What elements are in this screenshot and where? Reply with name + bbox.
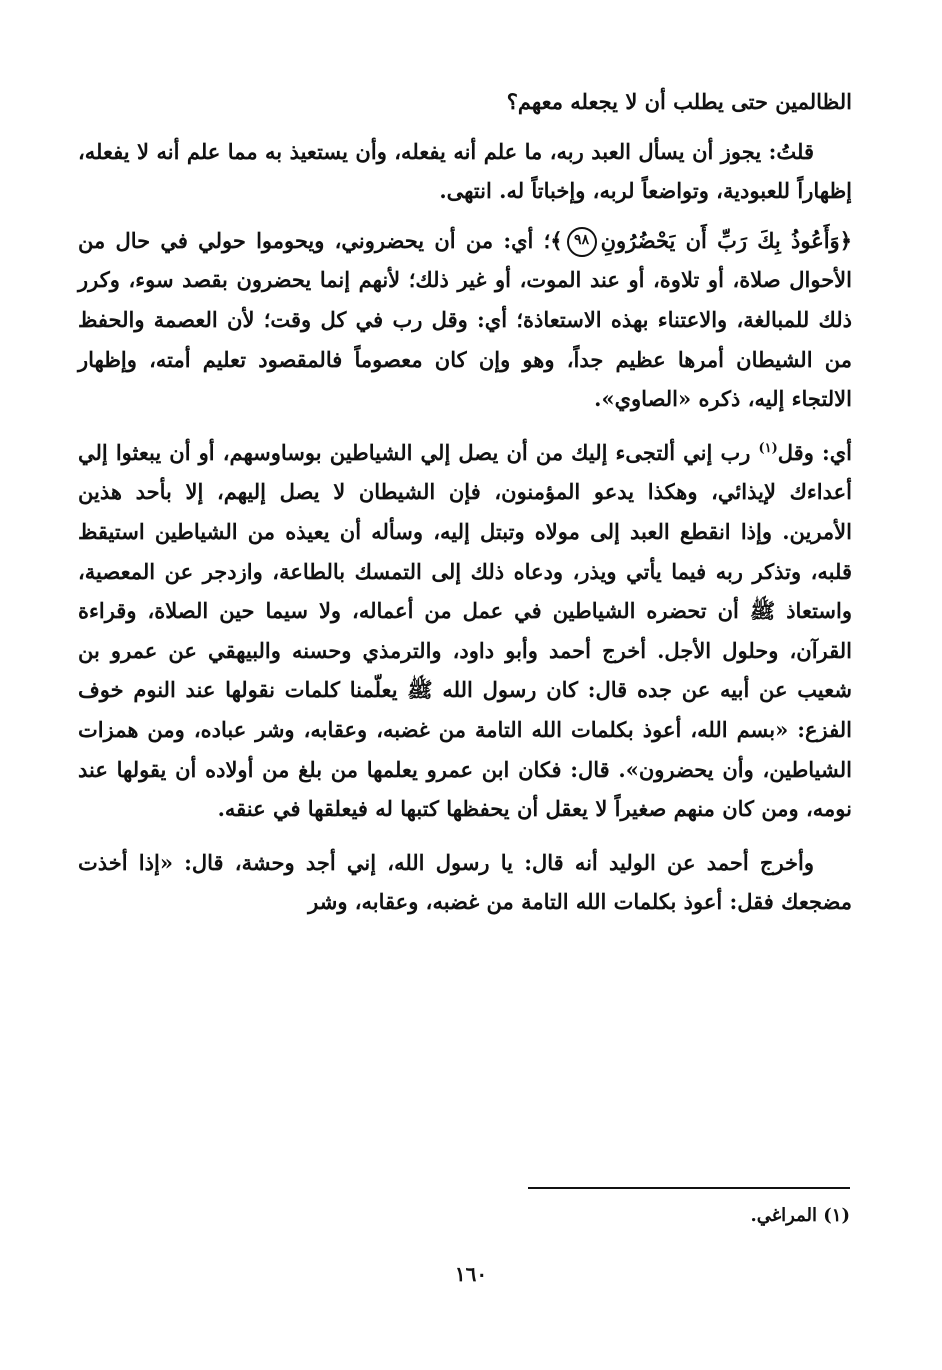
paragraph-4-start: أي: وقل xyxy=(777,439,852,465)
paragraph-2-lead: قلتُ: xyxy=(768,138,814,164)
page-number: ١٦٠ xyxy=(454,1262,488,1286)
paragraph-2 xyxy=(78,132,852,211)
paragraph-1: الظالمين حتى يطلب أن لا يجعله معهم؟ xyxy=(506,89,852,114)
paragraph-2-text: يجوز أن يسأل العبد ربه، ما علم أنه يفعله، وأن يستعيذ به مما علم أنه لا يفعله، إظهاراً للعبودية، وتواضعاً لربه، وإخباتاً له. انتهى. xyxy=(78,138,852,204)
quran-verse-close: ﴾ xyxy=(550,227,563,253)
paragraph-5: وأخرج أحمد عن الوليد أنه قال: يا رسول الله، إني أجد وحشة، قال: «إذا أخذت مضجعك فقل: أعوذ بكلمات الله التامة من غضبه، وعقابه، وشر xyxy=(78,849,852,915)
ayah-number-badge: ٩٨ xyxy=(567,227,597,257)
footnote-reference: (١) xyxy=(758,440,778,456)
footnote-text: (١) المراغي. xyxy=(750,1205,850,1226)
quran-verse: ﴿وَأَعُوذُ بِكَ رَبِّ أَن يَحْضُرُونِ xyxy=(600,227,853,253)
paragraph-3-text: ؛ أي: من أن يحضروني، ويحوموا حولي في حال من الأحوال صلاة، أو تلاوة، أو عند الموت، أو غير ذلك؛ لأنهم إنما يحضرون بقصد سوء، وكرر ذلك للمبالغة، والاعتناء بهذه الاستعاذة؛ أي: وقل رب في كل وقت؛ لأن العصمة والحفظ من الشيطان أمرها عظيم جداً، وهو وإن كان معصوماً فالمقصود تعليم أمته، وإظهار الالتجاء إليه، ذكره «الصاوي». xyxy=(78,227,852,412)
paragraph-4-text: رب إني ألتجىء إليك من أن يصل إلي الشياطين بوساوسهم، أو أن يبعثوا إلي أعداءك لإيذائي، وهكذا يدعو المؤمنون، فإن الشيطان لا يصل إليهم، إلا بأحد هذين الأمرين. وإذا انقطع العبد إلى مولاه وتبتل إليه، وسأله أن يعيذه من الشياطين استيقظ قلبه، وتذكر ربه فيما يأتي ويذر، ودعاه ذلك إلى التمسك بالطاعة، وازدجر عن المعصية، واستعاذ ﷺ أن تحضره الشياطين في عمل من أعماله، ولا سيما حين الصلاة، وقراءة القرآن، وحلول الأجل. أخرج أحمد وأبو داود، والترمذي وحسنه والبيهقي عن عمرو بن شعيب عن أبيه عن جده قال: كان رسول الله ﷺ يعلّمنا كلمات نقولها عند النوم خوف الفزع: «بسم الله، أعوذ بكلمات الله التامة من غضبه، وعقابه، وشر عباده، ومن همزات الشياطين، وأن يحضرون». قال: فكان ابن عمرو يعلمها من بلغ من أولاده أن يقولها عند نومه، ومن كان منهم صغيراً لا يعقل أن يحفظها كتبها له فيعلقها في عنقه. xyxy=(78,439,853,822)
paragraph-4 xyxy=(78,433,852,829)
paragraph-3 xyxy=(78,221,852,419)
page-body xyxy=(78,82,852,922)
footnote-divider xyxy=(528,1187,850,1189)
